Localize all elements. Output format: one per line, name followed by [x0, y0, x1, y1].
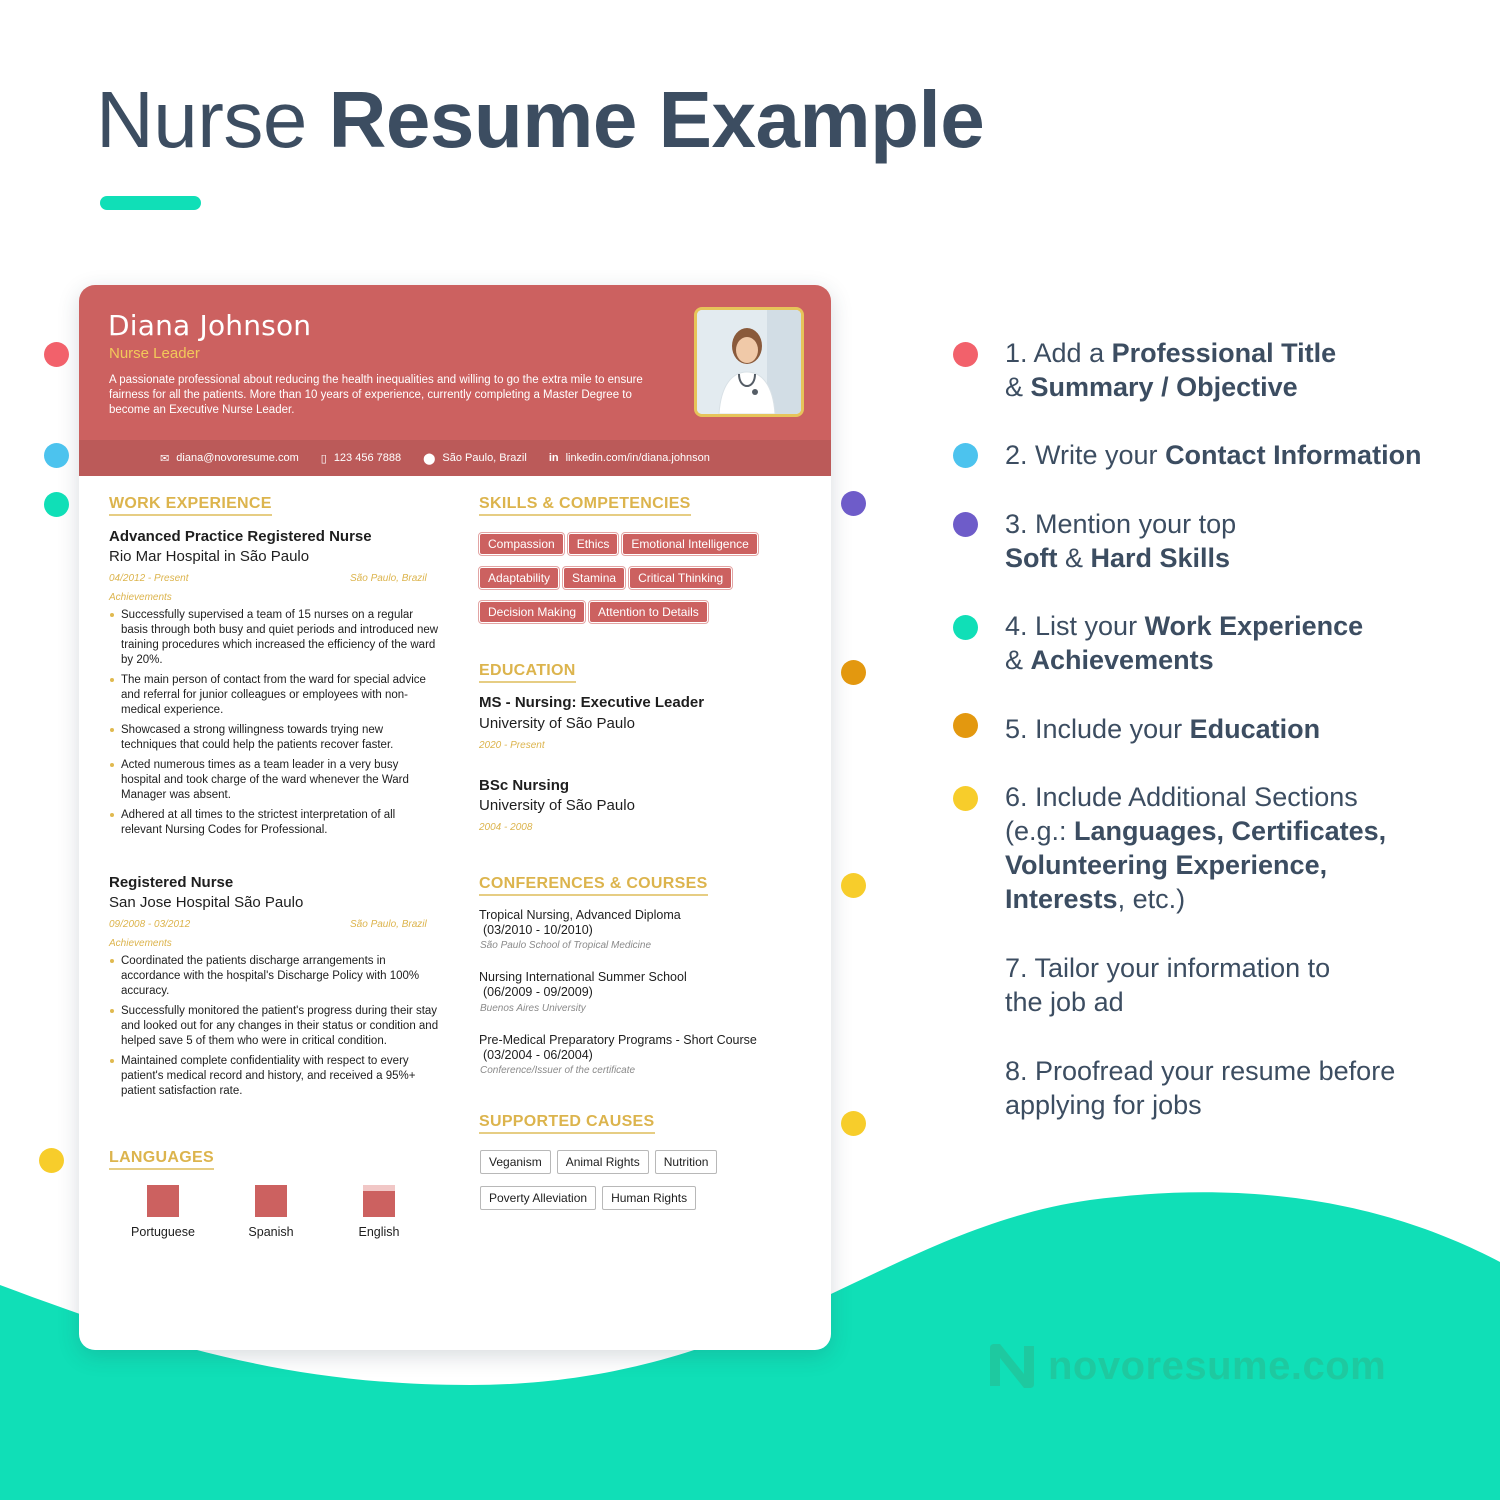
tip-4 [1005, 609, 1363, 677]
achievements-list [109, 608, 439, 843]
tip-bold: Education [1189, 714, 1321, 744]
skills-row [480, 602, 707, 622]
education-dates: 2004 - 2008 [479, 822, 533, 833]
job-title: Advanced Practice Registered Nurse [109, 528, 372, 545]
education-heading: EDUCATION [479, 662, 576, 683]
contact-bar [79, 440, 831, 476]
cause-tag: Nutrition [655, 1150, 718, 1174]
conference-org: São Paulo School of Tropical Medicine [480, 940, 652, 951]
linkedin-icon: in [548, 452, 559, 464]
tip-bold: Hard Skills [1090, 543, 1231, 573]
education-degree: BSc Nursing [479, 777, 570, 794]
contact-linkedin[interactable] [549, 452, 710, 464]
tip-text: 5. Include your [1005, 714, 1190, 744]
page-title [96, 74, 984, 166]
marker-dot-yellow [841, 1111, 866, 1136]
job-dates: 09/2008 - 03/2012 [109, 919, 191, 930]
tip-text: (e.g.: [1005, 816, 1075, 846]
list-item: The main person of contact from the ward for special advice and referral for junior colleagues or employees with non-medical experience. [109, 673, 439, 718]
nurse-portrait-image [697, 310, 801, 414]
tip-2 [1005, 438, 1422, 472]
tip-bold: Volunteering Experience, [1005, 850, 1328, 880]
achievements-list [109, 954, 439, 1104]
tip-dot-yellow [953, 786, 978, 811]
resume-summary: A passionate professional about reducing the health inequalities and willing to go the extra mile to ensure fairness for all the patients. More than 10 years of experience, currently completing a Master Degree to become an Executive Nurse Leader. [109, 374, 643, 416]
resume-header [79, 285, 831, 440]
conference-dates: (03/2004 - 06/2004) [483, 1048, 593, 1062]
tip-bold: Work Experience [1144, 611, 1364, 641]
skill-tag: Critical Thinking [630, 568, 731, 588]
list-item: Coordinated the patients discharge arrangements in accordance with the hospital's Discharge Policy with 100% accuracy. [109, 954, 439, 999]
language-portuguese [123, 1185, 203, 1239]
job-dates: 04/2012 - Present [109, 573, 189, 584]
supported-causes-heading: SUPPORTED CAUSES [479, 1113, 655, 1134]
tip-bold: Contact Information [1165, 440, 1422, 470]
tip-bold: Interests [1005, 884, 1118, 914]
tip-1 [1005, 336, 1336, 404]
skill-tag: Adaptability [480, 568, 558, 588]
skill-tag: Emotional Intelligence [623, 534, 756, 554]
contact-location-text: São Paulo, Brazil [442, 452, 527, 464]
list-item: Successfully supervised a team of 15 nurses on a regular basis through both busy and quiet periods and introduced new training procedures which increased the efficiency of the ward by 20%. [109, 608, 439, 668]
contact-phone[interactable] [321, 452, 401, 465]
marker-dot-yellow [841, 873, 866, 898]
causes-row [480, 1186, 696, 1210]
tip-dot-purple [953, 512, 978, 537]
tip-text: 2. Write your [1005, 440, 1166, 470]
contact-email[interactable] [160, 452, 299, 465]
tip-7 [1005, 951, 1330, 1019]
language-level-bar [255, 1185, 287, 1217]
marker-dot-red [44, 342, 69, 367]
marker-dot-orange [841, 660, 866, 685]
tip-text: 1. Add a [1005, 338, 1112, 368]
tip-bold: Professional Title [1111, 338, 1337, 368]
languages-heading: LANGUAGES [109, 1149, 214, 1170]
tip-text: & [1005, 372, 1031, 402]
cause-tag: Poverty Alleviation [480, 1186, 596, 1210]
skills-row [480, 568, 731, 588]
tip-text: & [1057, 543, 1091, 573]
conference-dates: (06/2009 - 09/2009) [483, 985, 593, 999]
skill-tag: Decision Making [480, 602, 584, 622]
conferences-heading: CONFERENCES & COURSES [479, 875, 708, 896]
tip-bold: Languages, Certificates, [1074, 816, 1387, 846]
list-item: Adhered at all times to the strictest interpretation of all relevant Nursing Codes for Professional. [109, 808, 439, 838]
tip-8 [1005, 1054, 1395, 1122]
tip-text: & [1005, 645, 1031, 675]
job-company: Rio Mar Hospital in São Paulo [109, 548, 310, 565]
contact-phone-text: 123 456 7888 [333, 452, 402, 464]
conference-dates: (03/2010 - 10/2010) [483, 923, 593, 937]
list-item: Acted numerous times as a team leader in a very busy hospital and took charge of the ward whenever the Ward Manager was absent. [109, 758, 439, 803]
marker-dot-teal [44, 492, 69, 517]
conference-name: Tropical Nursing, Advanced Diploma [479, 908, 681, 922]
cause-tag: Veganism [480, 1150, 551, 1174]
list-item: Successfully monitored the patient's progress during their stay and looked out for any changes in their status or condition and helped save 5 of them who were in critical condition. [109, 1004, 439, 1049]
marker-dot-purple [841, 491, 866, 516]
language-name: Spanish [248, 1225, 294, 1239]
causes-row [480, 1150, 717, 1174]
skill-tag: Stamina [564, 568, 624, 588]
tip-text: , etc.) [1117, 884, 1186, 914]
page-title-light: Nurse [96, 75, 307, 164]
tip-text: 3. Mention your top [1005, 509, 1237, 539]
education-dates: 2020 - Present [479, 740, 545, 751]
tip-dot-teal [953, 615, 978, 640]
list-item: Showcased a strong willingness towards trying new techniques that could help the patients recover faster. [109, 723, 439, 753]
work-experience-heading: WORK EXPERIENCE [109, 495, 272, 516]
conference-name: Nursing International Summer School [479, 970, 687, 984]
tip-bold: Achievements [1030, 645, 1214, 675]
skills-heading: SKILLS & COMPETENCIES [479, 495, 691, 516]
list-item: Maintained complete confidentiality with respect to every patient's medical record and history, and received a 95%+ patient satisfaction rate. [109, 1054, 439, 1099]
conference-org: Buenos Aires University [480, 1003, 586, 1014]
tip-6 [1005, 780, 1386, 916]
job-title: Registered Nurse [109, 874, 234, 891]
novoresume-logo[interactable] [986, 1340, 1386, 1392]
tip-5 [1005, 712, 1320, 746]
skills-row [480, 534, 757, 554]
title-underline [100, 196, 201, 210]
marker-dot-blue [44, 443, 69, 468]
education-school: University of São Paulo [479, 715, 635, 732]
tip-text: applying for jobs [1005, 1090, 1202, 1120]
skill-tag: Ethics [569, 534, 618, 554]
tip-bold: Summary / Objective [1030, 372, 1298, 402]
achievements-label: Achievements [109, 938, 172, 949]
tip-text: 6. Include Additional Sections [1005, 782, 1358, 812]
conference-org: Conference/Issuer of the certificate [480, 1065, 636, 1076]
contact-location [423, 452, 527, 465]
resume-title: Nurse Leader [109, 345, 200, 362]
page-title-bold: Resume Example [328, 75, 985, 164]
tip-text: 7. Tailor your information to [1005, 953, 1331, 983]
language-name: Portuguese [131, 1225, 195, 1239]
phone-icon: ▯ [320, 452, 327, 465]
contact-email-text: diana@novoresume.com [176, 452, 299, 464]
job-company: San Jose Hospital São Paulo [109, 894, 304, 911]
language-level-bar [363, 1185, 395, 1217]
tip-bold: Soft [1005, 543, 1058, 573]
novoresume-n-logo-icon [986, 1340, 1038, 1392]
resume-card [79, 285, 831, 1350]
tip-3 [1005, 507, 1236, 575]
language-name: English [358, 1225, 400, 1239]
envelope-icon: ✉ [160, 452, 170, 465]
cause-tag: Animal Rights [557, 1150, 649, 1174]
marker-dot-yellow [39, 1148, 64, 1173]
contact-linkedin-text: linkedin.com/in/diana.johnson [565, 452, 710, 464]
conference-name: Pre-Medical Preparatory Programs - Short Course [479, 1033, 757, 1047]
logo-text: novoresume.com [1048, 1343, 1387, 1388]
job-location: São Paulo, Brazil [350, 573, 427, 584]
tip-text: 4. List your [1005, 611, 1145, 641]
tip-dot-blue [953, 443, 978, 468]
resume-name: Diana Johnson [108, 309, 312, 342]
education-school: University of São Paulo [479, 797, 635, 814]
job-location: São Paulo, Brazil [350, 919, 427, 930]
skill-tag: Attention to Details [590, 602, 707, 622]
tip-dot-orange [953, 713, 978, 738]
language-spanish [231, 1185, 311, 1239]
tip-text: 8. Proofread your resume before [1005, 1056, 1396, 1086]
cause-tag: Human Rights [602, 1186, 696, 1210]
education-degree: MS - Nursing: Executive Leader [479, 694, 705, 711]
language-level-bar [147, 1185, 179, 1217]
skill-tag: Compassion [480, 534, 563, 554]
language-english [339, 1185, 419, 1239]
location-pin-icon: ⬤ [423, 452, 436, 465]
achievements-label: Achievements [109, 592, 172, 603]
tip-text: the job ad [1005, 987, 1124, 1017]
tip-dot-red [953, 342, 978, 367]
profile-photo [694, 307, 804, 417]
